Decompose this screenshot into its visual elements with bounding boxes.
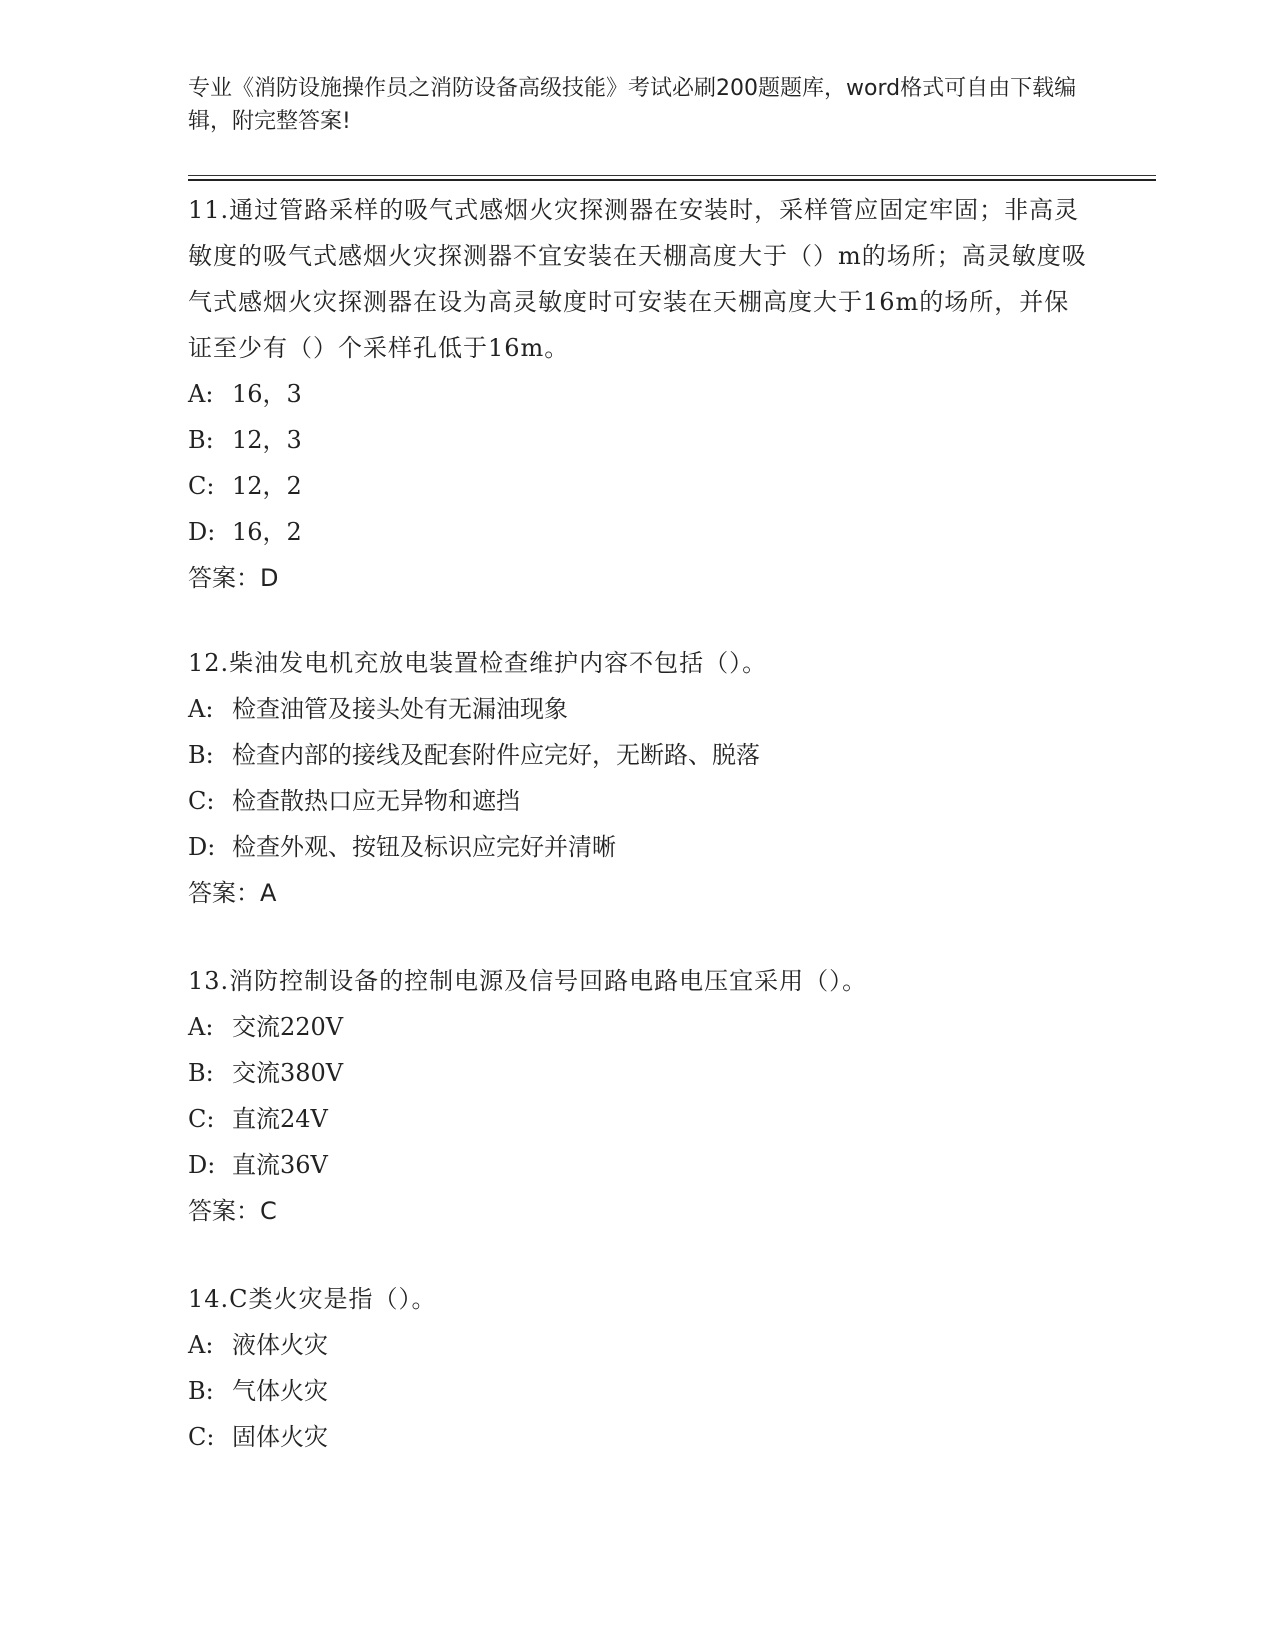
question-stem: 11.通过管路采样的吸气式感烟火灾探测器在安装时，采样管应固定牢固；非高灵敏度的吸气式感烟火灾探测器不宜安装在天棚高度大于（）m的场所；高灵敏度吸气式感烟火灾探测器在设为高灵敏度时可安装在天棚高度大于16m的场所，并保证至少有（）个采样孔低于16m。 — [188, 196, 1087, 362]
option-d — [188, 1142, 1088, 1188]
option-a — [188, 371, 1088, 417]
option-text: 检查油管及接头处有无漏油现象 — [232, 695, 568, 723]
option-b — [188, 732, 1088, 778]
option-b — [188, 1368, 1088, 1414]
option-text: 12，3 — [232, 426, 302, 454]
option-text: 交流380V — [232, 1059, 344, 1087]
option-letter: A: — [188, 1013, 214, 1041]
question-11 — [188, 187, 1088, 601]
option-text: 液体火灾 — [232, 1331, 328, 1359]
option-letter: A: — [188, 380, 214, 408]
option-text: 检查外观、按钮及标识应完好并清晰 — [232, 833, 616, 861]
option-d — [188, 509, 1088, 555]
option-text: 16，2 — [232, 518, 302, 546]
option-letter: D: — [188, 518, 216, 546]
answer-line: 答案：D — [188, 564, 279, 592]
header-divider-thick — [188, 179, 1156, 181]
answer-line: 答案：A — [188, 879, 277, 907]
option-letter: B: — [188, 426, 214, 454]
option-text: 直流36V — [232, 1151, 328, 1179]
option-text: 固体火灾 — [232, 1423, 328, 1451]
option-d — [188, 824, 1088, 870]
option-a — [188, 686, 1088, 732]
option-letter: D: — [188, 833, 216, 861]
option-a — [188, 1322, 1088, 1368]
option-text: 检查散热口应无异物和遮挡 — [232, 787, 520, 815]
option-letter: B: — [188, 1059, 214, 1087]
option-letter: C: — [188, 787, 215, 815]
option-text: 气体火灾 — [232, 1377, 328, 1405]
question-14 — [188, 1276, 1088, 1460]
question-stem: 14.C类火灾是指（）。 — [188, 1285, 437, 1313]
option-b — [188, 417, 1088, 463]
option-c — [188, 1096, 1088, 1142]
option-text: 直流24V — [232, 1105, 328, 1133]
option-text: 检查内部的接线及配套附件应完好，无断路、脱落 — [232, 741, 760, 769]
answer-line: 答案：C — [188, 1197, 277, 1225]
document-header: 专业《消防设施操作员之消防设备高级技能》考试必刷200题题库，word格式可自由下载编辑，附完整答案! — [188, 76, 1077, 134]
option-a — [188, 1004, 1088, 1050]
option-letter: B: — [188, 1377, 214, 1405]
header-divider-thin — [188, 175, 1156, 176]
option-letter: C: — [188, 1423, 215, 1451]
option-letter: B: — [188, 741, 214, 769]
option-text: 交流220V — [232, 1013, 344, 1041]
question-stem: 12.柴油发电机充放电装置检查维护内容不包括（）。 — [188, 649, 768, 677]
option-text: 16，3 — [232, 380, 302, 408]
option-text: 12，2 — [232, 472, 302, 500]
option-letter: A: — [188, 695, 214, 723]
option-letter: C: — [188, 472, 215, 500]
option-letter: A: — [188, 1331, 214, 1359]
question-13 — [188, 958, 1088, 1234]
option-letter: C: — [188, 1105, 215, 1133]
question-12 — [188, 640, 1088, 916]
option-c — [188, 463, 1088, 509]
option-c — [188, 1414, 1088, 1460]
question-stem: 13.消防控制设备的控制电源及信号回路电路电压宜采用（）。 — [188, 967, 868, 995]
option-b — [188, 1050, 1088, 1096]
option-c — [188, 778, 1088, 824]
option-letter: D: — [188, 1151, 216, 1179]
